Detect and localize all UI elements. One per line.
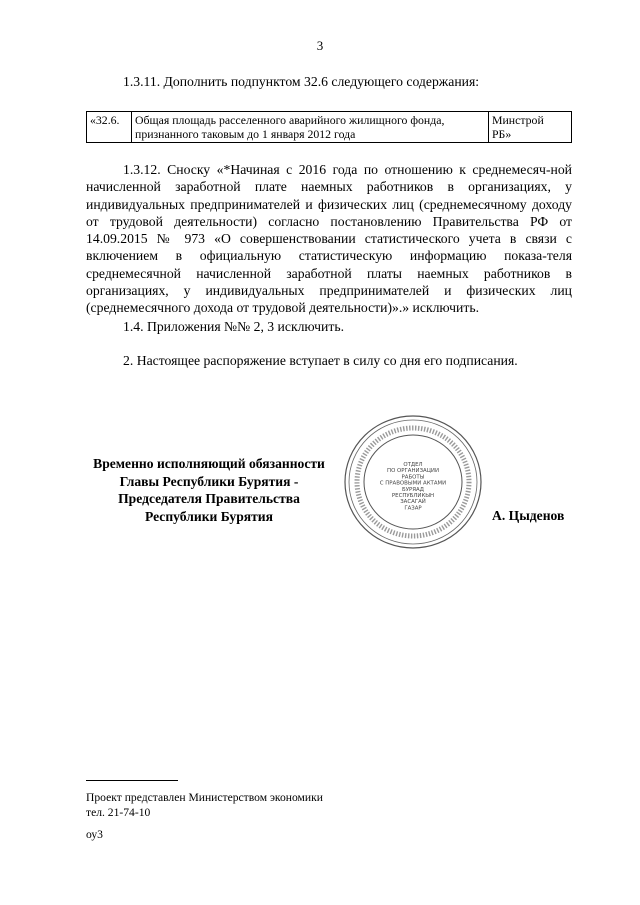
signature-line-1: Временно исполняющий обязанности	[93, 456, 325, 471]
document-code: оу3	[86, 828, 103, 841]
table-cell-number: «32.6.	[87, 112, 132, 143]
table-cell-ministry	[489, 112, 572, 143]
table-text-line-1: Общая площадь расселенного аварийного жилищного фонда,	[135, 113, 445, 127]
signature-line-3: Председателя Правительства	[118, 491, 300, 506]
page-number: 3	[316, 38, 324, 53]
stamp-text-line: БУРЯАД	[402, 486, 424, 493]
signature-line-4: Республики Бурятия	[144, 508, 273, 524]
table-text-line-2: признанного таковым до 1 января 2012 года	[135, 127, 356, 141]
stamp-text-line: ЗАСАГАЙ	[400, 499, 426, 506]
clause-2: 2. Настоящее распоряжение вступает в силу со дня его подписания.	[123, 353, 518, 368]
clause-1-4: 1.4. Приложения №№ 2, 3 исключить.	[123, 319, 344, 334]
table-ministry-line-2: РБ»	[492, 127, 512, 141]
signature-line-2: Главы Республики Бурятия -	[119, 473, 299, 489]
stamp-text-line: РАБОТЫ	[401, 474, 425, 481]
footnote-line-1: Проект представлен Министерством экономики	[86, 791, 323, 804]
footnote-divider	[86, 780, 178, 781]
clause-1-3-12: 1.3.12. Сноску «*Начиная с 2016 года по отношению к среднемесяч-ной начисленной заработной плате наемных работников в организациях, у индивидуальных предпринимателей и физических лиц (среднемесячному доходу от трудовой деятельности) согласно постановлению Правительства РФ от 14.09.2015 № 973 «О совершенствовании статистического учета в связи с включением в официальную статистическую информацию показа-теля среднемесячной начисленной заработной платы наемных работников в организациях, у индивидуальных предпринимателей и физических лиц (среднемесячного дохода от трудовой деятельности)».» исключить.	[86, 162, 572, 316]
stamp-text-line: С ПРАВОВЫМИ АКТАМИ	[379, 480, 447, 487]
table-cell-text	[132, 112, 489, 143]
table-row	[87, 112, 572, 143]
stamp-text-line: ОТДЕЛ	[403, 462, 423, 468]
stamp-text-line: РЕСПУБЛИКЫН	[391, 493, 435, 499]
table-ministry-line-1: Минстрой	[492, 113, 544, 127]
signer-name: А. Цыденов	[492, 508, 565, 523]
stamp-text-line: ГАЗАР	[404, 505, 422, 512]
stamp-text-line: ПО ОРГАНИЗАЦИИ	[387, 468, 439, 475]
official-seal-stamp	[343, 414, 483, 550]
footnote-line-2: тел. 21-74-10	[86, 806, 151, 819]
insert-table	[86, 111, 572, 143]
clause-1-3-11: 1.3.11. Дополнить подпунктом 32.6 следующего содержания:	[123, 74, 480, 89]
signature-block	[80, 455, 338, 525]
